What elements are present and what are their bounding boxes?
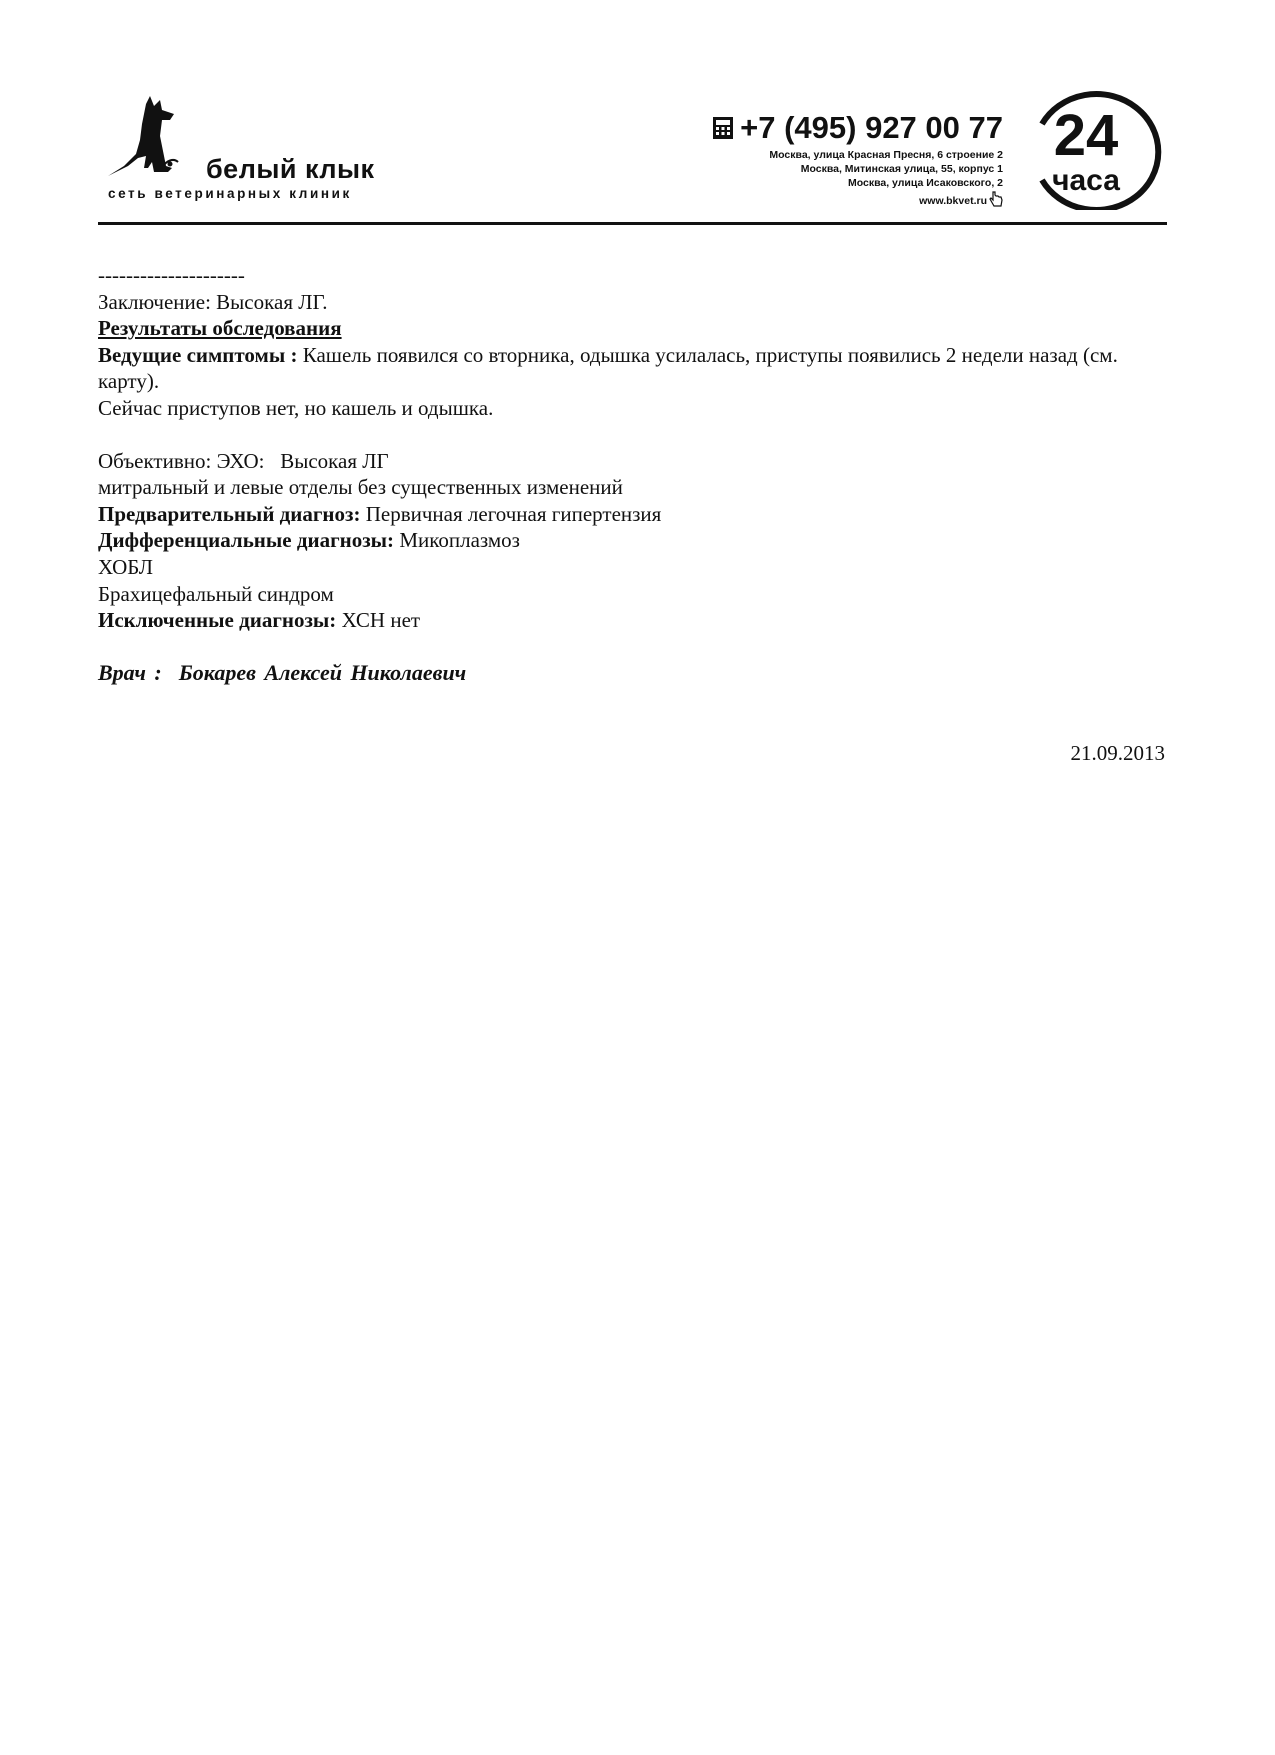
preliminary-label: Предварительный диагноз: (98, 501, 361, 526)
excluded-diagnoses (98, 607, 1178, 634)
differential-item: Брахицефальный синдром (98, 581, 334, 606)
dog-icon (108, 96, 208, 186)
phone-row (712, 110, 1003, 148)
document-body (98, 262, 1178, 686)
doctor-signature: Врач : Бокарев Алексей Николаевич (98, 659, 467, 685)
address-line: Москва, Митинская улица, 55, корпус 1 (800, 162, 1003, 175)
phone-icon (712, 112, 734, 148)
excluded-label: Исключенные диагнозы: (98, 608, 337, 633)
address-line: Москва, улица Исаковского, 2 (847, 176, 1003, 189)
excluded-value: ХСН нет (336, 608, 421, 633)
clinic-logo (108, 96, 408, 206)
badge-word: часа (1052, 164, 1120, 197)
differential-diagnoses (98, 527, 1178, 554)
brand-name: белый клык (206, 154, 375, 184)
differential-value: Микоплазмоз (394, 528, 520, 553)
badge-number: 24 (1053, 103, 1119, 168)
symptoms-line2: Сейчас приступов нет, но кашель и одышка. (98, 395, 494, 420)
symptoms-text: Кашель появился со вторника, одышка усилалась, приступы появились 2 недели назад (см. карту). (98, 342, 1118, 394)
brand-subtitle: сеть ветеринарных клиник (108, 186, 352, 201)
differential-label: Дифференциальные диагнозы: (98, 528, 395, 553)
differential-item: ХОБЛ (98, 554, 154, 579)
symptoms-label: Ведущие симптомы : (98, 342, 298, 367)
symptoms-paragraph (98, 342, 1178, 395)
results-heading: Результаты обследования (98, 316, 342, 341)
website-row (712, 190, 1003, 212)
website-link[interactable]: www.bkvet.ru (919, 194, 987, 207)
objective-line2: митральный и левые отделы без существенных изменений (98, 475, 623, 500)
phone-number: +7 (495) 927 00 77 (740, 110, 1003, 145)
objective: Объективно: ЭХО: Высокая ЛГ (98, 448, 389, 473)
document-date: 21.09.2013 (1070, 741, 1165, 765)
conclusion: Заключение: Высокая ЛГ. (98, 289, 328, 314)
preliminary-value: Первичная легочная гипертензия (360, 501, 662, 526)
contact-block (712, 110, 1003, 212)
open-24-hours-badge (1020, 90, 1166, 210)
address-line: Москва, улица Красная Пресня, 6 строение 2 (769, 148, 1003, 161)
hand-pointer-icon (989, 190, 1003, 212)
separator-line: --------------------- (98, 263, 245, 287)
preliminary-diagnosis (98, 501, 1178, 528)
header-divider (98, 222, 1167, 225)
